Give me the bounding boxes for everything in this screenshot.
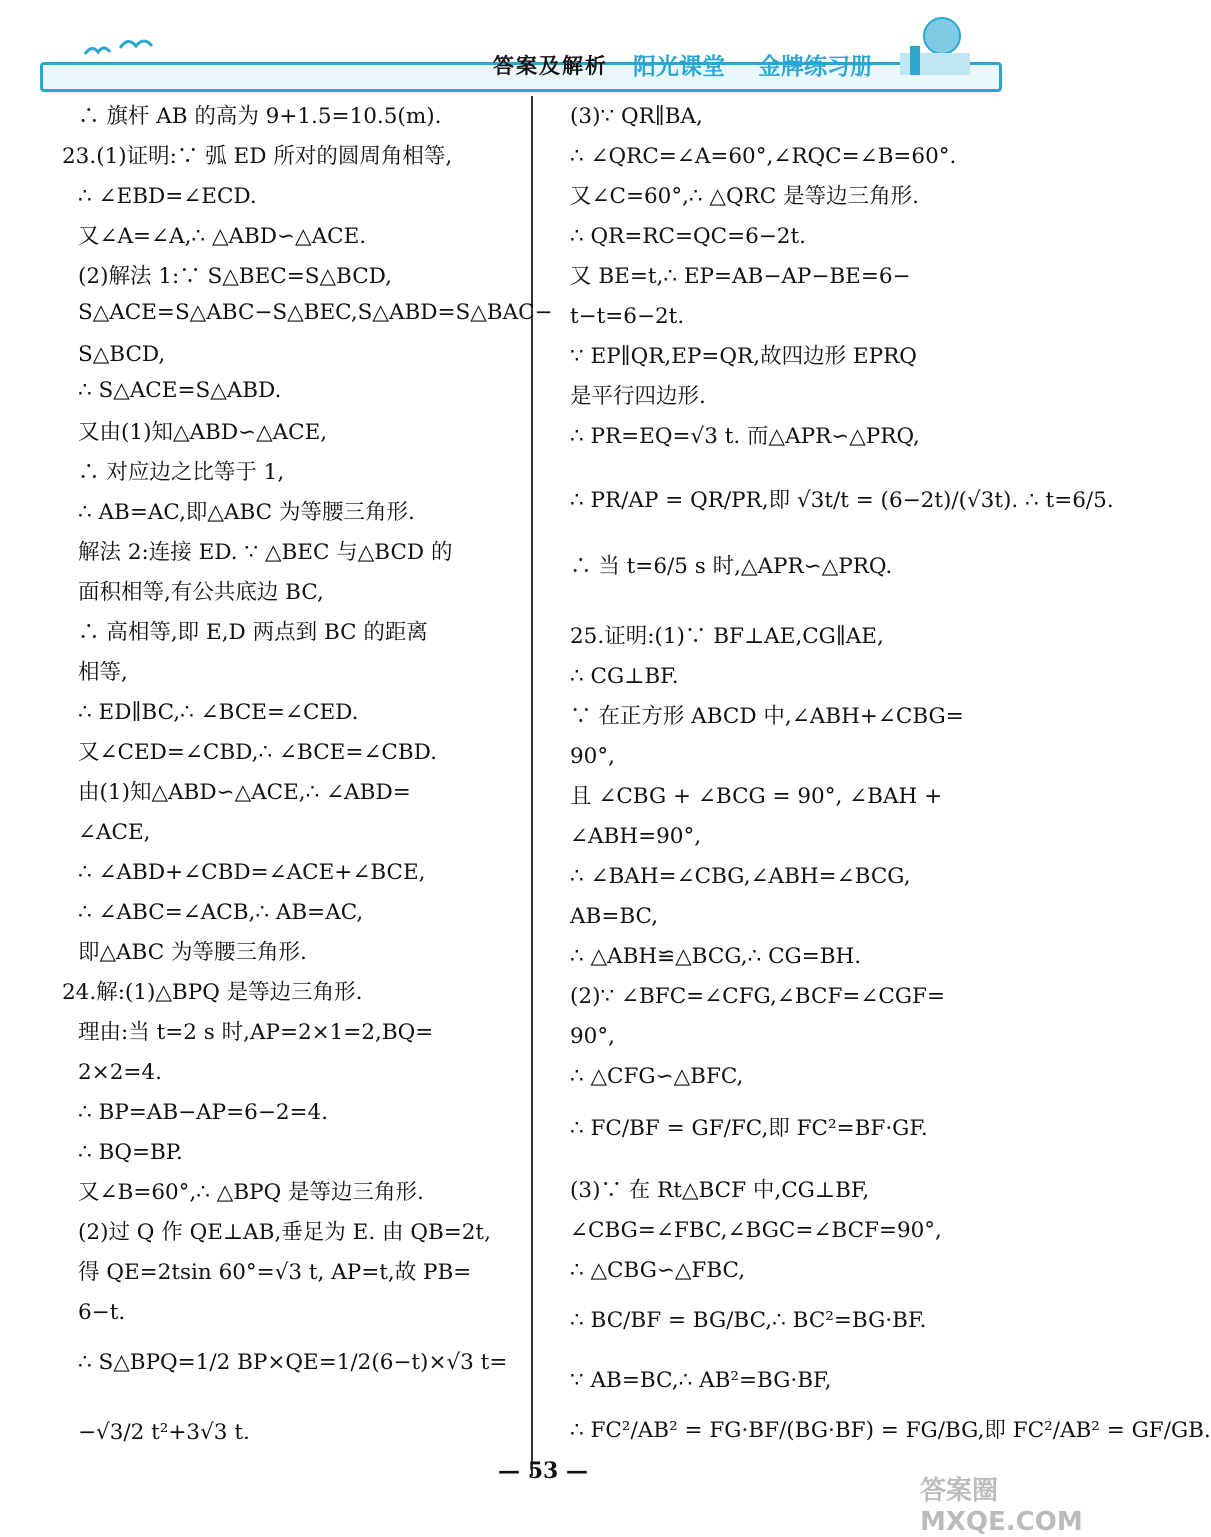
- text-line: (3)∵ 在 Rt△BCF 中,CG⊥BF,: [570, 1178, 870, 1203]
- text-line: 又 BE=t,∴ EP=AB−AP−BE=6−: [570, 264, 911, 289]
- text-line: 得 QE=2tsin 60°=√3 t, AP=t,故 PB=: [78, 1260, 472, 1285]
- header-title: 答案及解析: [493, 54, 608, 78]
- globe-icon: [880, 8, 980, 83]
- text-line: 90°,: [570, 744, 615, 769]
- text-line: 又由(1)知△ABD∽△ACE,: [78, 420, 328, 445]
- text-line: ∴ ∠BAH=∠CBG,∠ABH=∠BCG,: [570, 864, 911, 889]
- text-line: (3)∵ QR∥BA,: [570, 104, 703, 129]
- text-line: ∴ ∠QRC=∠A=60°,∠RQC=∠B=60°.: [570, 144, 957, 169]
- text-line: ∴ ED∥BC,∴ ∠BCE=∠CED.: [78, 700, 359, 725]
- text-line: ∴ BQ=BP.: [78, 1140, 183, 1165]
- text-line: ∴ FC/BF = GF/FC,即 FC²=BF·GF.: [570, 1116, 928, 1141]
- text-line: ∴ S△BPQ=1/2 BP×QE=1/2(6−t)×√3 t=: [78, 1350, 508, 1375]
- text-line: (2)过 Q 作 QE⊥AB,垂足为 E. 由 QB=2t,: [78, 1220, 491, 1245]
- text-line: 又∠A=∠A,∴ △ABD∽△ACE.: [78, 224, 367, 249]
- text-line: 由(1)知△ABD∽△ACE,∴ ∠ABD=: [78, 780, 411, 805]
- page-number: — 53 —: [498, 1458, 588, 1484]
- text-line: 6−t.: [78, 1300, 126, 1325]
- text-line: ∴ BC/BF = BG/BC,∴ BC²=BG·BF.: [570, 1308, 927, 1333]
- text-line: ∴ 高相等,即 E,D 两点到 BC 的距离: [78, 620, 428, 645]
- text-line: 90°,: [570, 1024, 615, 1049]
- page-header: [0, 0, 1086, 100]
- text-line: ∠ACE,: [78, 820, 151, 845]
- header-brand: 阳光课堂: [633, 54, 725, 80]
- text-line: −√3/2 t²+3√3 t.: [78, 1420, 250, 1445]
- text-line: ∴ △CBG∽△FBC,: [570, 1258, 746, 1283]
- birds-icon: [80, 34, 160, 64]
- text-line: ∴ 旗杆 AB 的高为 9+1.5=10.5(m).: [78, 104, 442, 129]
- text-line: ∴ 当 t=6/5 s 时,△APR∽△PRQ.: [570, 554, 893, 579]
- text-line: ∴ PR=EQ=√3 t. 而△APR∽△PRQ,: [570, 424, 920, 449]
- text-line: ∴ ∠EBD=∠ECD.: [78, 184, 257, 209]
- text-line: ∵ AB=BC,∴ AB²=BG·BF,: [570, 1368, 832, 1393]
- text-line: 23.(1)证明:∵ 弧 ED 所对的圆周角相等,: [62, 144, 453, 169]
- text-line: ∴ FC²/AB² = FG·BF/(BG·BF) = FG/BG,即 FC²/AB² = GF/GB.: [570, 1418, 1211, 1443]
- text-line: (2)∵ ∠BFC=∠CFG,∠BCF=∠CGF=: [570, 984, 945, 1009]
- text-line: AB=BC,: [570, 904, 659, 929]
- text-line: S△BCD,: [78, 342, 166, 367]
- text-line: ∴ ∠ABD+∠CBD=∠ACE+∠BCE,: [78, 860, 426, 885]
- text-line: S△ACE=S△ABC−S△BEC,S△ABD=S△BAC−: [78, 300, 553, 325]
- watermark: 答案圈 MXQE.COM: [920, 1476, 1083, 1537]
- text-line: ∴ BP=AB−AP=6−2=4.: [78, 1100, 329, 1125]
- text-line: ∵ EP∥QR,EP=QR,故四边形 EPRQ: [570, 344, 917, 369]
- text-line: 是平行四边形.: [570, 384, 706, 409]
- text-line: ∴ △CFG∽△BFC,: [570, 1064, 744, 1089]
- text-line: ∴ PR/AP = QR/PR,即 √3t/t = (6−2t)/(√3t). ∴ t=6/5.: [570, 488, 1114, 513]
- text-line: ∠CBG=∠FBC,∠BGC=∠BCF=90°,: [570, 1218, 942, 1243]
- text-line: (2)解法 1:∵ S△BEC=S△BCD,: [78, 264, 392, 289]
- text-line: ∴ 对应边之比等于 1,: [78, 460, 285, 485]
- text-line: 解法 2:连接 ED. ∵ △BEC 与△BCD 的: [78, 540, 453, 565]
- text-line: 理由:当 t=2 s 时,AP=2×1=2,BQ=: [78, 1020, 434, 1045]
- text-line: ∠ABH=90°,: [570, 824, 702, 849]
- text-line: 即△ABC 为等腰三角形.: [78, 940, 307, 965]
- text-line: ∴ ∠ABC=∠ACB,∴ AB=AC,: [78, 900, 364, 925]
- text-line: 又∠CED=∠CBD,∴ ∠BCE=∠CBD.: [78, 740, 437, 765]
- text-line: 面积相等,有公共底边 BC,: [78, 580, 324, 605]
- text-line: ∴ CG⊥BF.: [570, 664, 679, 689]
- text-line: 相等,: [78, 660, 128, 685]
- text-line: 且 ∠CBG + ∠BCG = 90°, ∠BAH +: [570, 784, 943, 809]
- text-line: ∴ AB=AC,即△ABC 为等腰三角形.: [78, 500, 415, 525]
- text-line: 又∠C=60°,∴ △QRC 是等边三角形.: [570, 184, 919, 209]
- text-line: 又∠B=60°,∴ △BPQ 是等边三角形.: [78, 1180, 424, 1205]
- header-subtitle: 金牌练习册: [758, 54, 873, 80]
- text-line: 24.解:(1)△BPQ 是等边三角形.: [62, 980, 363, 1005]
- text-line: t−t=6−2t.: [570, 304, 685, 329]
- text-line: ∴ QR=RC=QC=6−2t.: [570, 224, 806, 249]
- text-line: ∴ S△ACE=S△ABD.: [78, 378, 282, 403]
- text-line: 2×2=4.: [78, 1060, 162, 1085]
- text-line: 25.证明:(1)∵ BF⊥AE,CG∥AE,: [570, 624, 884, 649]
- text-line: ∴ △ABH≌△BCG,∴ CG=BH.: [570, 944, 862, 969]
- text-line: ∵ 在正方形 ABCD 中,∠ABH+∠CBG=: [570, 704, 964, 729]
